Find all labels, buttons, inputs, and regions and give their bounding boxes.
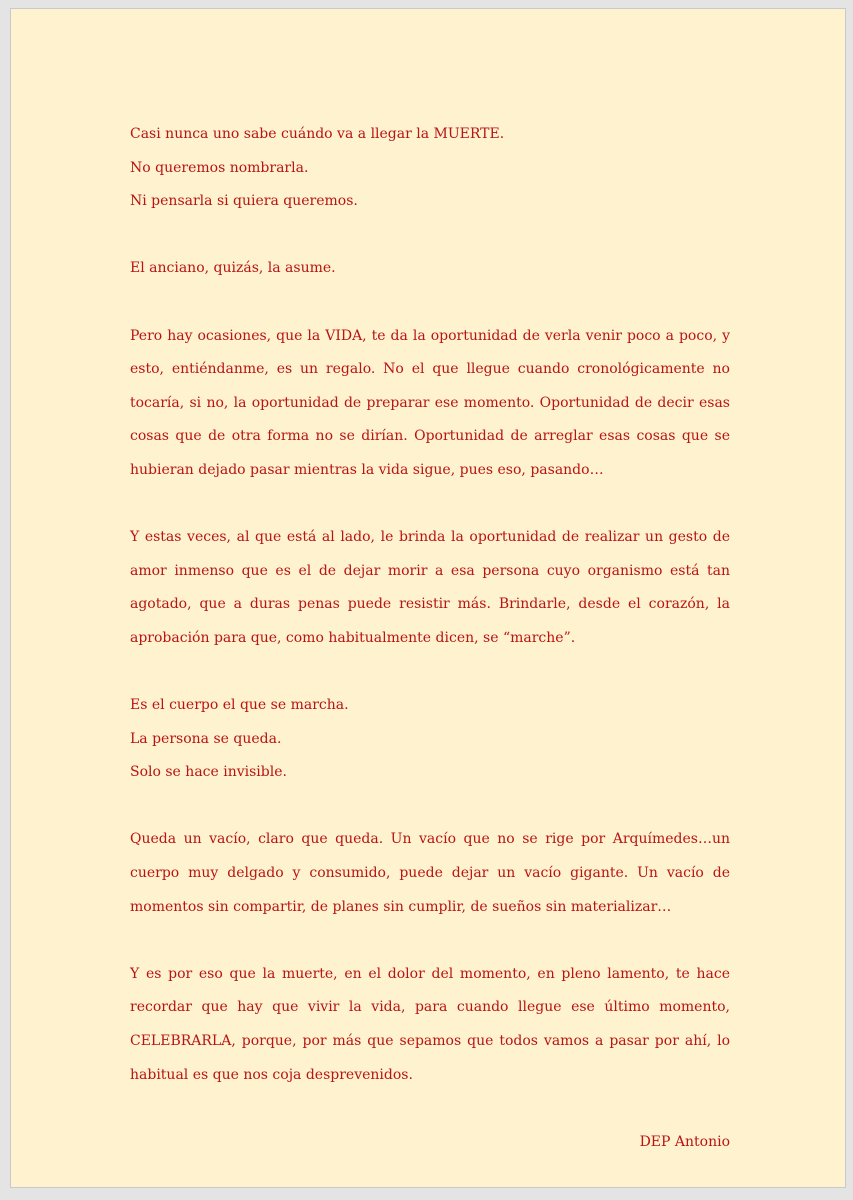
paragraph-gap	[130, 790, 730, 824]
body-line-3: Solo se hace invisible.	[130, 764, 287, 781]
opening-line-3: Ni pensarla si quiera queremos.	[130, 193, 358, 210]
paragraph-gap	[130, 219, 730, 253]
paragraph-gap	[130, 924, 730, 958]
document-body	[130, 118, 730, 1159]
body-line-2: La persona se queda.	[130, 730, 282, 747]
document-page	[10, 8, 846, 1188]
paragraph-gap	[130, 656, 730, 690]
paragraph-gap	[130, 488, 730, 522]
opening-line-2: No queremos nombrarla.	[130, 159, 309, 176]
paragraph-celebrar: Y es por eso que la muerte, en el dolor del momento, en pleno lamento, te hace recordar que hay que vivir la vida, para cuando llegue ese último momento, CELEBRARLA, porque, por más que sepamos que todos vamos a pasar por ahí, lo habitual es que nos coja desprevenidos.	[130, 965, 730, 1083]
paragraph-gesto: Y estas veces, al que está al lado, le brinda la oportunidad de realizar un gesto de amor inmenso que es el de dejar morir a esa persona cuyo organismo está tan agotado, que a duras penas puede resistir más. Brindarle, desde el corazón, la aprobación para que, como habitualmente dicen, se “marche”.	[130, 529, 730, 646]
paragraph-gap	[130, 286, 730, 320]
opening-line-1: Casi nunca uno sabe cuándo va a llegar la MUERTE.	[130, 126, 505, 142]
paragraph-gap	[130, 1092, 730, 1126]
elder-line: El anciano, quizás, la asume.	[130, 260, 336, 277]
signature: DEP Antonio	[639, 1133, 730, 1150]
paragraph-vida: Pero hay ocasiones, que la VIDA, te da la oportunidad de verla venir poco a poco, y esto, entiéndanme, es un regalo. No el que llegue cuando cronológicamente no tocaría, si no, la oportunidad de preparar ese momento. Oportunidad de decir esas cosas que de otra forma no se dirían. Oportunidad de arreglar esas cosas que se hubieran dejado pasar mientras la vida sigue, pues eso, pasando…	[130, 327, 730, 478]
body-line-1: Es el cuerpo el que se marcha.	[130, 697, 349, 714]
paragraph-vacio: Queda un vacío, claro que queda. Un vacío que no se rige por Arquímedes…un cuerpo muy delgado y consumido, puede dejar un vacío gigante. Un vacío de momentos sin compartir, de planes sin cumplir, de sueños sin materializar…	[130, 831, 730, 915]
